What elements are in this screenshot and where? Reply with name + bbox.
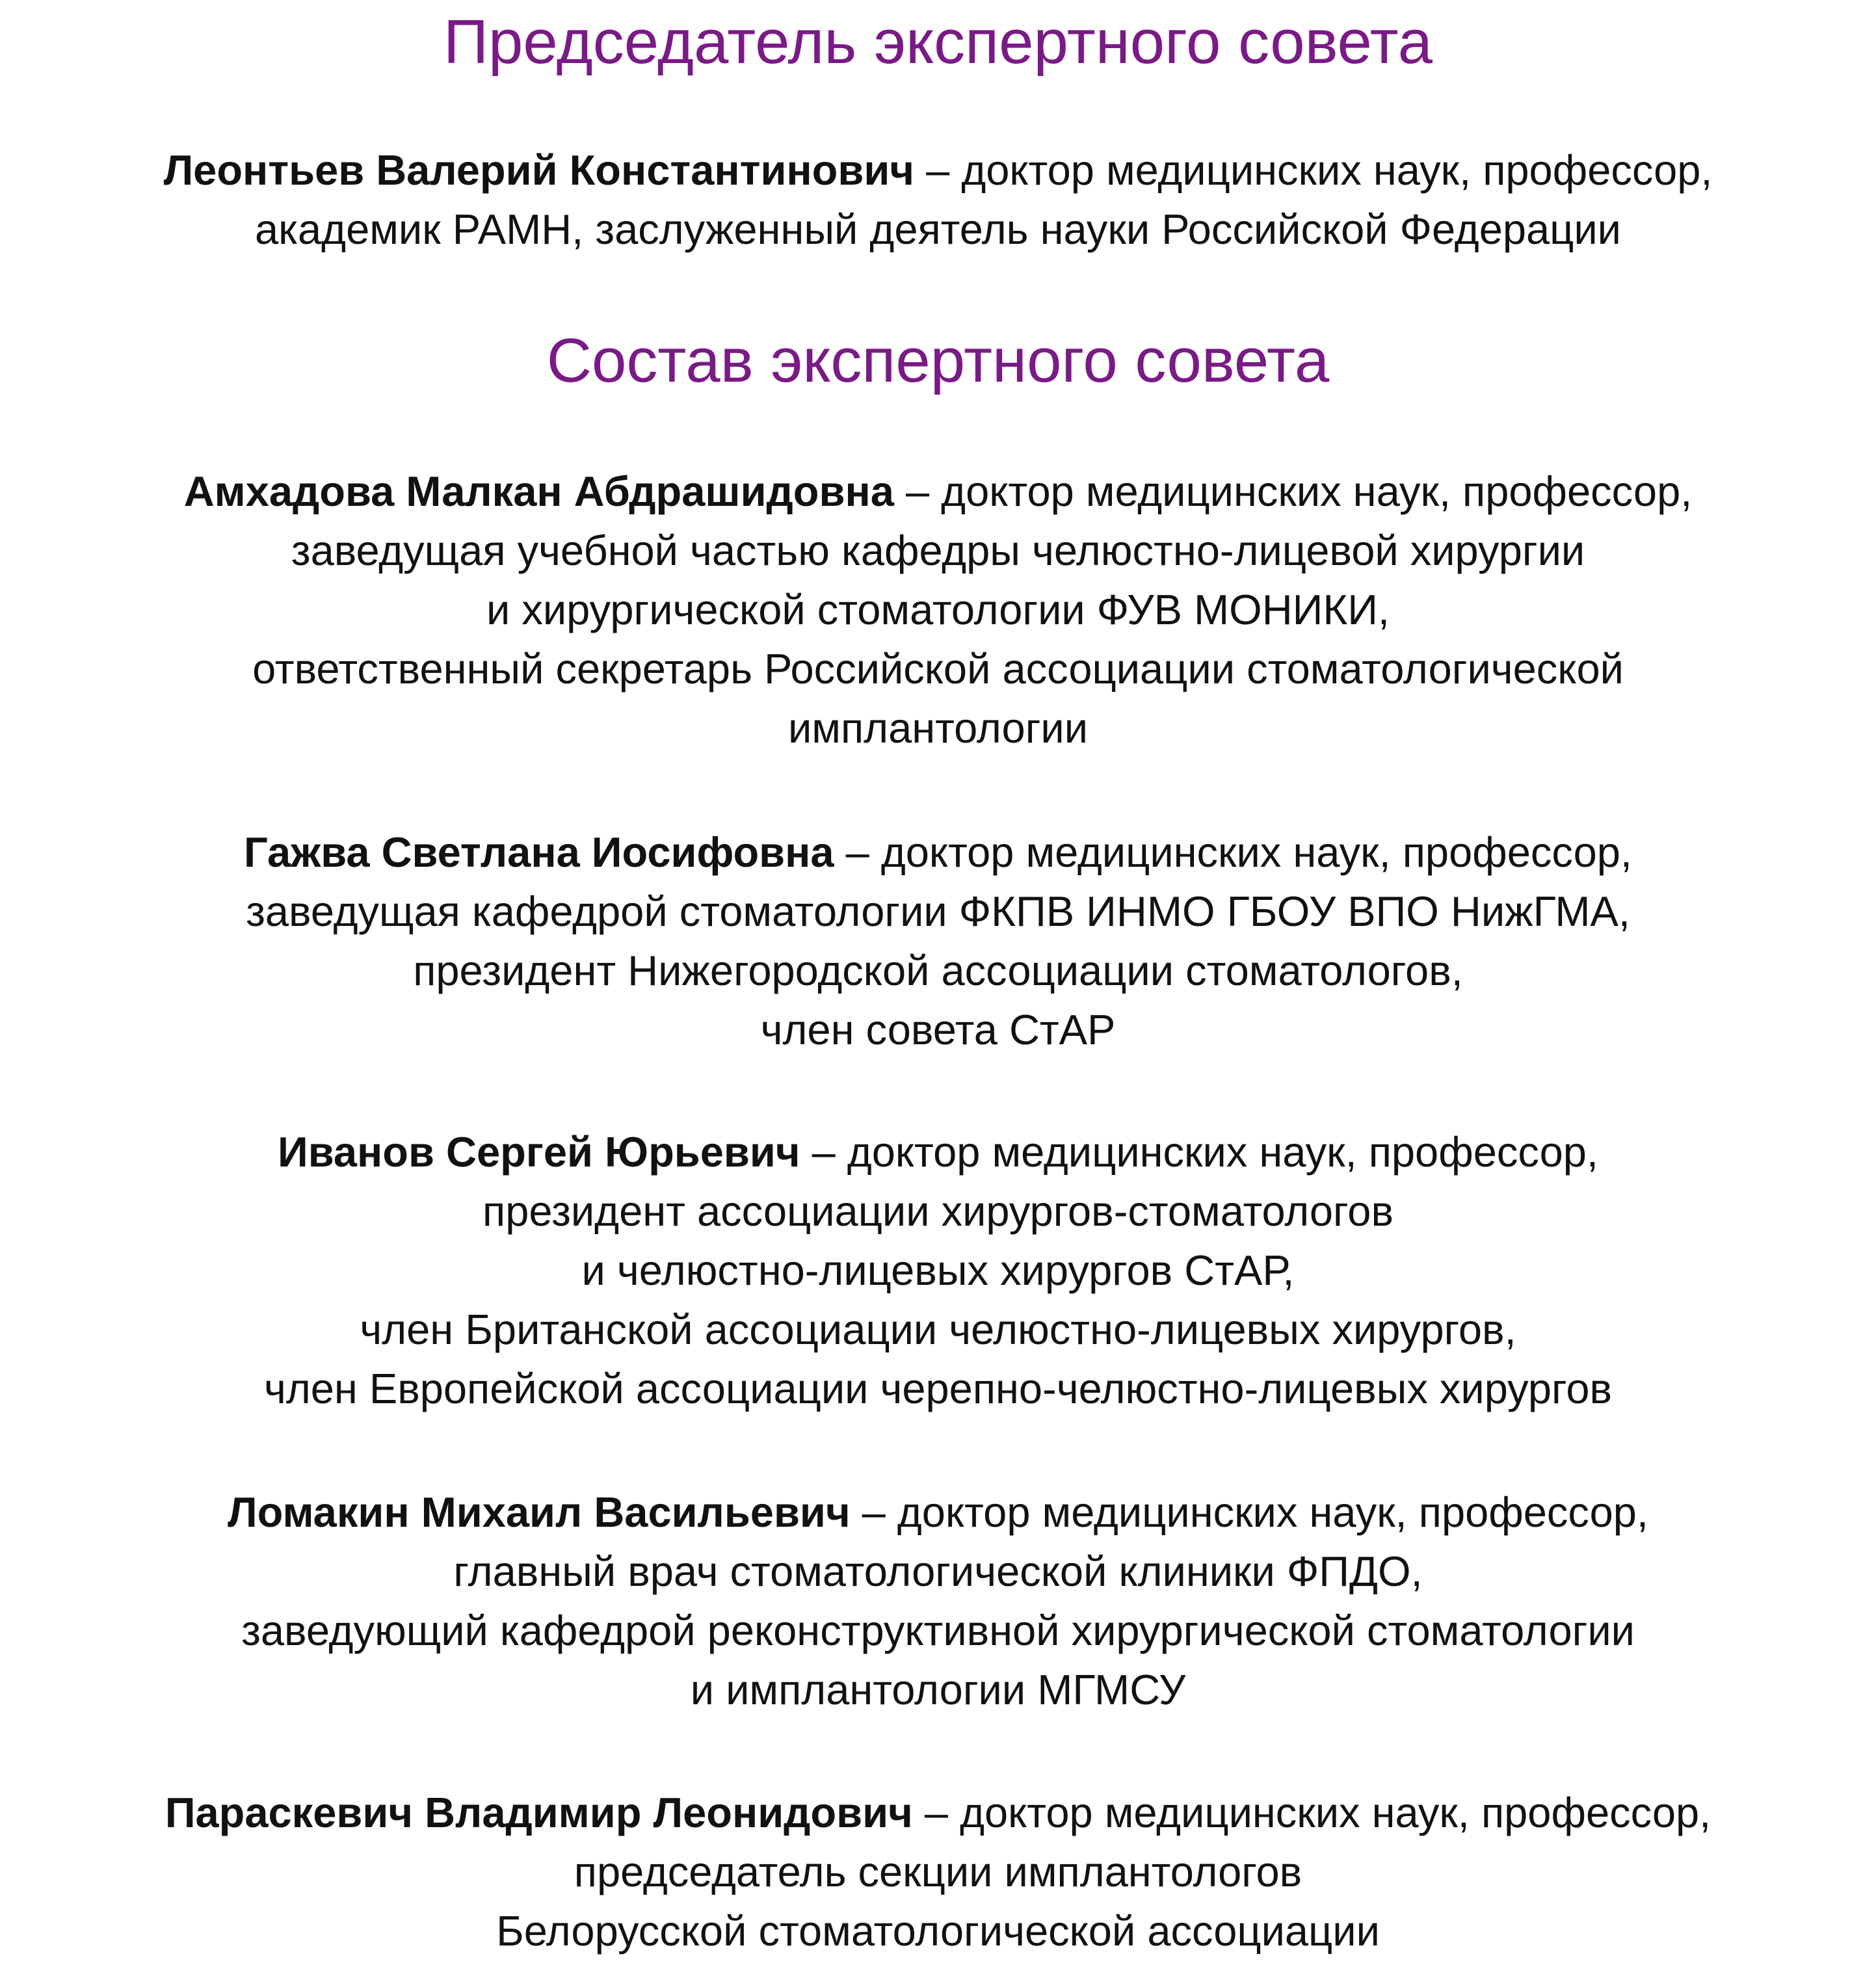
member-name: Ломакин Михаил Васильевич [228, 1488, 851, 1536]
member-detail-line: и челюстно-лицевых хирургов СтАР, [581, 1246, 1295, 1294]
chair-entry [0, 140, 1876, 259]
council-member-entry [0, 1783, 1876, 1960]
member-detail-line: заведующий кафедрой реконструктивной хирургической стоматологии [241, 1607, 1635, 1654]
member-detail-line: президент Нижегородской ассоциации стоматологов, [413, 947, 1463, 994]
member-detail-line: член совета СтАР [760, 1006, 1116, 1053]
council-member-entry [0, 1483, 1876, 1719]
member-detail-line: президент ассоциации хирургов-стоматологов [482, 1187, 1394, 1235]
member-entry-first-line [0, 1122, 1876, 1181]
member-detail-line: имплантологии [787, 704, 1089, 752]
council-member-entry [0, 1122, 1876, 1418]
chair-heading: Председатель экспертного совета [443, 7, 1433, 77]
member-detail-line: и хирургической стоматологии ФУВ МОНИКИ, [486, 586, 1390, 633]
council-member-entry [0, 462, 1876, 758]
member-name: Иванов Сергей Юрьевич [278, 1128, 800, 1176]
council-member-entry [0, 823, 1876, 1059]
chair-entry-first-line [0, 140, 1876, 200]
member-detail-line: главный врач стоматологической клиники ФПДО, [453, 1548, 1423, 1595]
member-title: – доктор медицинских наук, профессор, [912, 1789, 1711, 1836]
member-title: – доктор медицинских наук, профессор, [893, 468, 1693, 515]
member-name: Параскевич Владимир Леонидович [165, 1789, 913, 1836]
member-entry-first-line [0, 1783, 1876, 1842]
member-entry-first-line [0, 1483, 1876, 1542]
member-name: Гажва Светлана Иосифовна [244, 828, 834, 876]
member-title: – доктор медицинских наук, профессор, [834, 828, 1632, 876]
member-title: – доктор медицинских наук, профессор, [800, 1128, 1598, 1176]
member-detail-line: член Британской ассоциации челюстно-лицевых хирургов, [360, 1306, 1516, 1353]
member-entry-first-line [0, 823, 1876, 882]
member-detail-line: и имплантологии МГМСУ [690, 1666, 1186, 1713]
member-detail-line: Белорусской стоматологической ассоциации [496, 1907, 1380, 1955]
council-heading: Состав экспертного совета [546, 326, 1330, 395]
member-title: – доктор медицинских наук, профессор, [850, 1488, 1648, 1536]
member-detail-line: заведущая учебной частью кафедры челюстно-лицевой хирургии [291, 527, 1585, 574]
member-detail-line: академик РАМН, заслуженный деятель науки Российской Федерации [254, 205, 1621, 253]
member-detail-line: ответственный секретарь Российской ассоциации стоматологической [252, 645, 1624, 692]
member-name: Леонтьев Валерий Константинович [163, 146, 915, 194]
member-detail-line: председатель секции имплантологов [574, 1848, 1302, 1895]
member-name: Амхадова Малкан Абдрашидовна [183, 468, 894, 515]
member-title: – доктор медицинских наук, профессор, [914, 146, 1713, 194]
member-detail-line: член Европейской ассоциации черепно-челюстно-лицевых хирургов [263, 1365, 1613, 1412]
member-entry-first-line [0, 462, 1876, 521]
member-detail-line: заведущая кафедрой стоматологии ФКПВ ИНМО ГБОУ ВПО НижГМА, [246, 888, 1630, 935]
